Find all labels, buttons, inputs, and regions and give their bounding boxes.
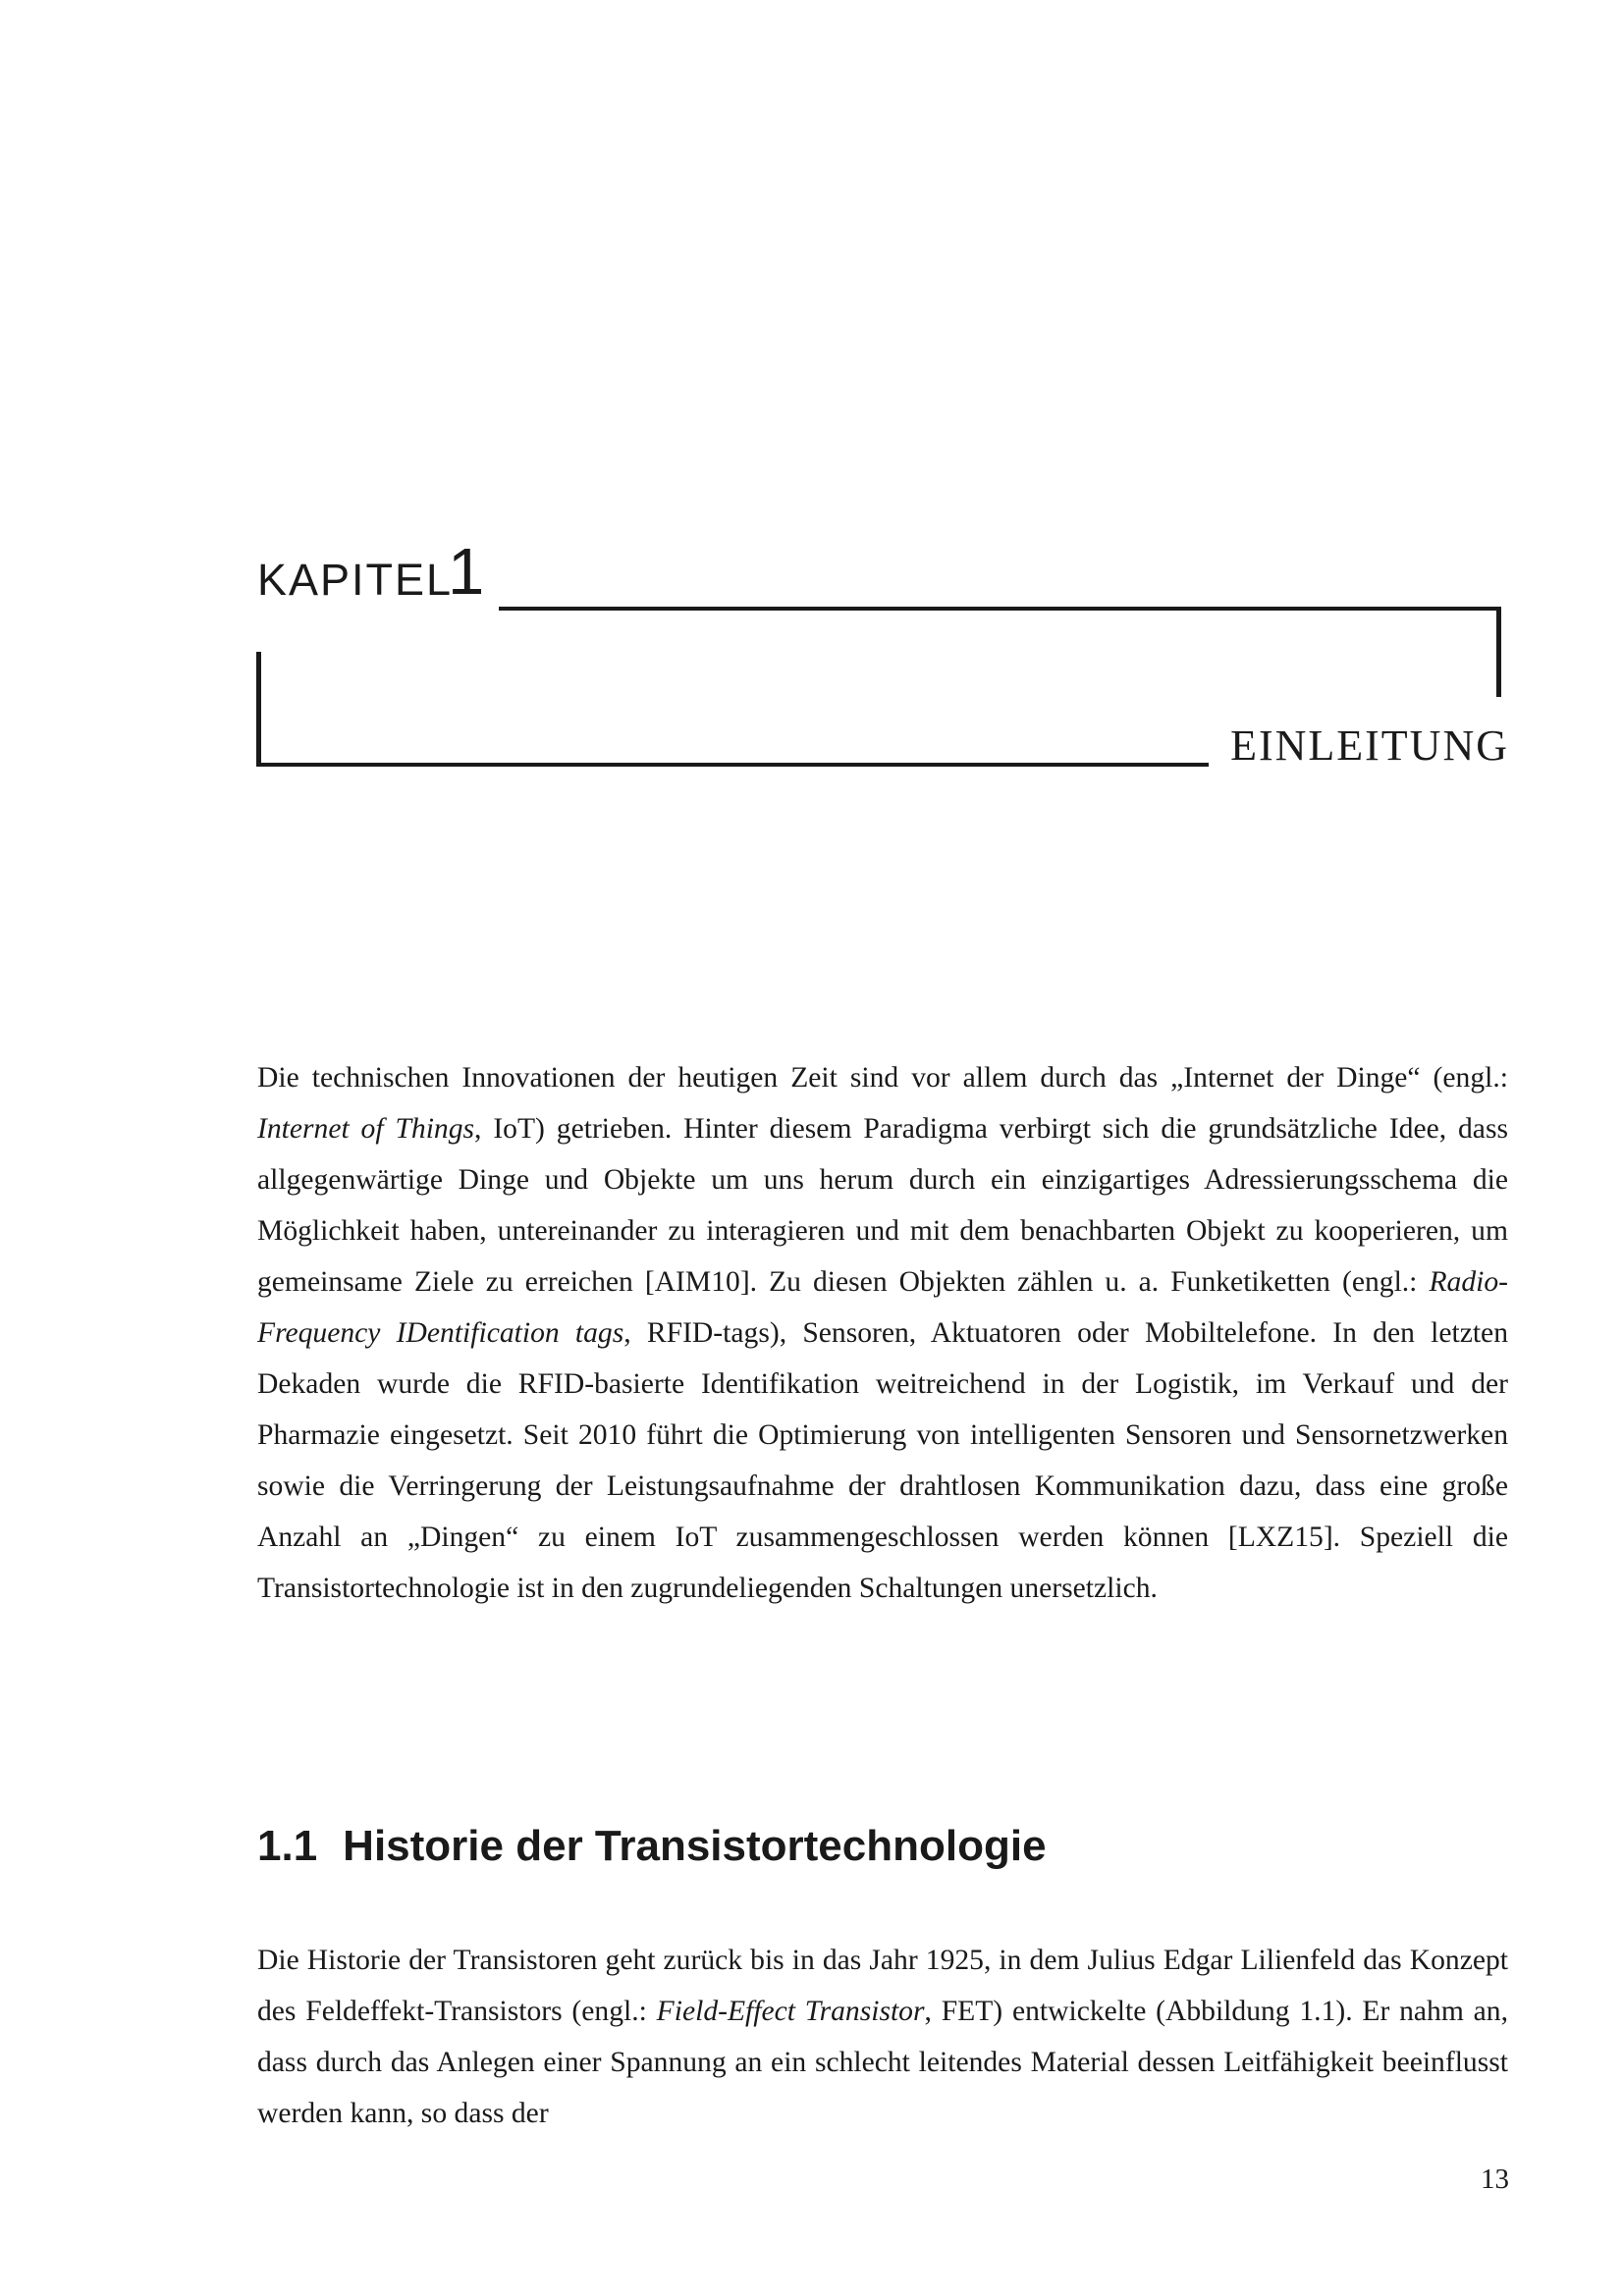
intro-text-1: Die technischen Innovationen der heutigen Zeit sind vor allem durch das „Internet der Dinge“ (engl.: — [257, 1061, 1508, 1094]
intro-term-rfid: Radio-Frequency IDentification tags — [257, 1265, 1508, 1349]
chapter-rule-left — [256, 652, 261, 767]
intro-paragraph — [257, 1052, 1508, 1614]
intro-term-iot: Internet of Things — [257, 1112, 475, 1145]
section-number: 1.1 — [257, 1821, 318, 1870]
history-paragraph — [257, 1935, 1508, 2139]
history-text-1: Die Historie der Transistoren geht zurück bis in das Jahr 1925, in dem Julius Edgar Lilienfeld das Konzept des Feldeffekt-Transistors (engl.: — [257, 1944, 1508, 2027]
history-term-fet: Field-Effect Transistor — [656, 1995, 925, 2027]
chapter-number: 1 — [448, 535, 485, 609]
intro-text-3: , RFID-tags), Sensoren, Aktuatoren oder Mobiltelefone. In den letzten Dekaden wurde die RFID-basierte Identifikation weitreichend in der Logistik, im Verkauf und der Pharmazie eingesetzt. Seit 2010 führt die Optimierung von intelligenten Sensoren und Sensornetzwerken sowie die Verringerung der Leistungsaufnahme der drahtlosen Kommunikation dazu, dass eine große Anzahl an „Dingen“ zu einem IoT zusammengeschlossen werden können [LXZ15]. Speziell die Transistortechnologie ist in den zugrundeliegenden Schaltungen unersetzlich. — [257, 1316, 1508, 1604]
intro-text-2: , IoT) getrieben. Hinter diesem Paradigma verbirgt sich die grundsätzliche Idee, dass allgegenwärtige Dinge und Objekte um uns herum durch ein einzigartiges Adressierungsschema die Möglichkeit haben, untereinander zu interagieren und mit dem benachbarten Objekt zu kooperieren, um gemeinsame Ziele zu erreichen [AIM10]. Zu diesen Objekten zählen u. a. Funketiketten (engl.: — [257, 1112, 1508, 1298]
chapter-heading — [0, 0, 1623, 785]
section-title: Historie der Transistortechnologie — [343, 1821, 1047, 1870]
chapter-rule-bottom — [256, 763, 1209, 767]
chapter-label: KAPITEL — [257, 555, 454, 605]
history-text-2: , FET) entwickelte (Abbildung 1.1). Er nahm an, dass durch das Anlegen einer Spannung an ein schlecht leitendes Material dessen Leitfähigkeit beeinflusst werden kann, so dass der — [257, 1995, 1508, 2129]
page-number: 13 — [1481, 2163, 1509, 2195]
chapter-rule-top — [499, 607, 1500, 611]
section-heading — [257, 1821, 1047, 1870]
chapter-title: EINLEITUNG — [1230, 721, 1509, 770]
chapter-rule-right — [1496, 607, 1501, 697]
